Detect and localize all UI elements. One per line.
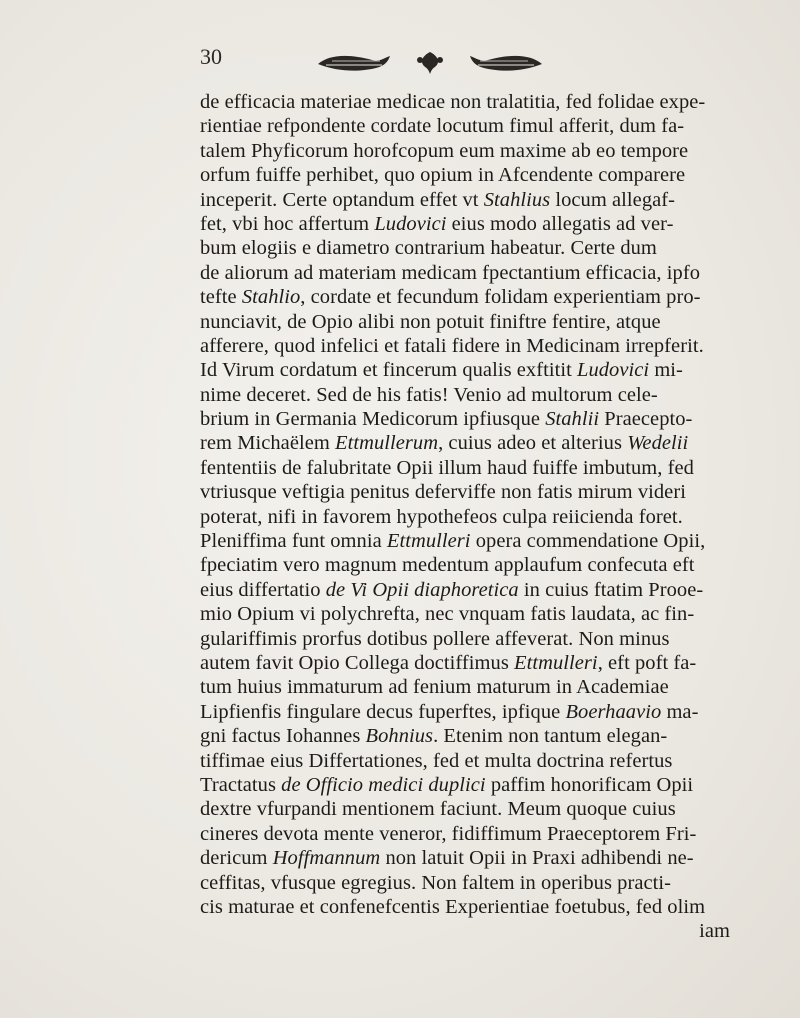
text-line [200,163,790,187]
text-run: eius modo allegatis ad ver- [446,212,674,235]
text-run: poterat, nifi in favorem hypothefeos culpa reiicienda foret. [200,505,683,528]
text-line [200,773,790,797]
text-run: non latuit Opii in Praxi adhibendi ne- [380,847,694,870]
text-line [200,895,790,919]
text-run: rientiae refpondente cordate locutum fimul afferit, dum fa- [200,115,685,138]
text-run: opera commendatione Opii, [470,530,706,553]
text-line [200,285,790,309]
text-line [200,724,790,748]
text-run: locum allegaf- [550,188,676,211]
text-run: de aliorum ad materiam medicam fpectantium efficacia, ipfo [200,261,700,284]
text-run: bum elogiis e diametro contrarium habeatur. Certe dum [200,237,657,260]
text-run: fpeciatim vero magnum medentum applaufum confecuta eft [200,554,695,577]
italic-name: Ludovici [577,359,650,382]
text-run: autem favit Opio Collega doctiffimus [200,651,515,674]
text-line [200,846,790,870]
text-line [200,871,790,895]
text-run: tefte [200,286,242,309]
text-run: brium in Germania Medicorum ipfiusque [200,408,546,431]
text-run: gni factus Iohannes [200,725,366,748]
text-run: afferere, quod infelici et fatali fidere in Medicinam irrepferit. [200,334,704,357]
text-run: Praecepto- [599,408,693,431]
text-run: paffim honorificam Opii [485,773,694,796]
text-run: de efficacia materiae medicae non tralatitia, fed folidae expe- [200,91,706,113]
italic-name: Stahlius [483,188,551,211]
text-run: dextre vfurpandi mentionem faciunt. Meum quoque cuius [200,798,676,821]
text-line [200,114,790,138]
text-run: vtriusque veftigia penitus deferviffe non fatis mirum videri [200,481,686,504]
text-run: cineres devota mente veneror, fidiffimum Praeceptorem Fri- [200,822,697,845]
text-line [200,358,790,382]
text-line [200,310,790,334]
italic-name: de Officio medici duplici [281,773,486,796]
italic-name: Ettmullerum [335,432,439,455]
text-run: nime deceret. Sed de his fatis! Venio ad multorum cele- [200,383,658,406]
text-run: fet, vbi hoc affertum [200,212,375,235]
italic-name: Ettmulleri [514,651,598,674]
italic-name: Wedelii [627,432,689,455]
text-run: tiffimae eius Differtationes, fed et multa doctrina refertus [200,749,673,772]
ornament-icon [310,48,550,78]
text-line [200,407,790,431]
text-run: , cordate et fecundum folidam experientiam pro- [300,286,701,309]
text-run: in cuius ftatim Prooe- [518,578,704,601]
body-text [200,90,790,944]
text-line [200,529,790,553]
text-line [200,822,790,846]
text-run: dericum [200,847,273,870]
text-line [200,627,790,651]
text-run: , eft poft fa- [597,651,697,674]
text-run: mio Opium vi polychrefta, nec vnquam fatis laudata, ac fin- [200,603,695,626]
text-line [200,431,790,455]
text-line [200,700,790,724]
italic-name: Hoffmannum [272,847,381,870]
text-run: ceffitas, vfusque egregius. Non faltem in operibus practi- [200,871,672,894]
text-run: talem Phyficorum horofcopum eum maxime ab eo tempore [200,139,689,162]
text-run: inceperit. Certe optandum effet vt [200,188,484,211]
text-line [200,651,790,675]
text-run: cis maturae et confenefcentis Experientiae foetubus, fed olim [200,895,706,918]
text-line [200,480,790,504]
text-line [200,553,790,577]
text-run: eius differtatio [200,578,326,601]
text-run: ma- [661,700,699,723]
italic-name: Ettmulleri [386,530,471,553]
italic-name: Boerhaavio [565,700,662,723]
text-run: rem Michaëlem [200,432,336,455]
text-run: . Etenim non tantum elegan- [433,725,668,748]
text-line [200,797,790,821]
text-line [200,749,790,773]
text-run: Tractatus [200,773,282,796]
text-line [200,188,790,212]
text-run: tum huius immaturum ad fenium maturum in Academiae [200,676,669,699]
text-run: , cuius adeo et alterius [438,432,628,455]
text-line [200,212,790,236]
italic-name: Stahlii [545,408,600,431]
text-line [200,578,790,602]
text-run: mi- [649,359,683,382]
text-run: nunciavit, de Opio alibi non potuit finiftre fentire, atque [200,310,661,333]
text-line [200,139,790,163]
text-line [200,383,790,407]
italic-name: de Vi Opii diaphoretica [325,578,519,601]
page-header [200,42,660,78]
italic-name: Ludovici [374,212,447,235]
text-line [200,334,790,358]
italic-name: Stahlio [241,286,301,309]
page-number: 30 [200,44,222,69]
text-line [200,505,790,529]
text-run: orfum fuiffe perhibet, quo opium in Afcendente comparere [200,164,686,187]
text-line [200,90,790,114]
italic-name: Bohnius [365,725,434,748]
text-line [200,236,790,260]
text-line [200,456,790,480]
text-run: gulariffimis prorfus dotibus pollere affeverat. Non minus [200,627,670,650]
text-line [200,602,790,626]
text-line [200,261,790,285]
text-run: Pleniffima funt omnia [200,530,387,553]
text-run: fententiis de falubritate Opii illum haud fuiffe imbutum, fed [200,456,694,479]
catchword: iam [699,920,730,943]
text-run: Id Virum cordatum et fincerum qualis exftitit [200,359,577,382]
text-line [200,675,790,699]
text-run: Lipfienfis fingulare decus fuperftes, ipfique [200,700,566,723]
